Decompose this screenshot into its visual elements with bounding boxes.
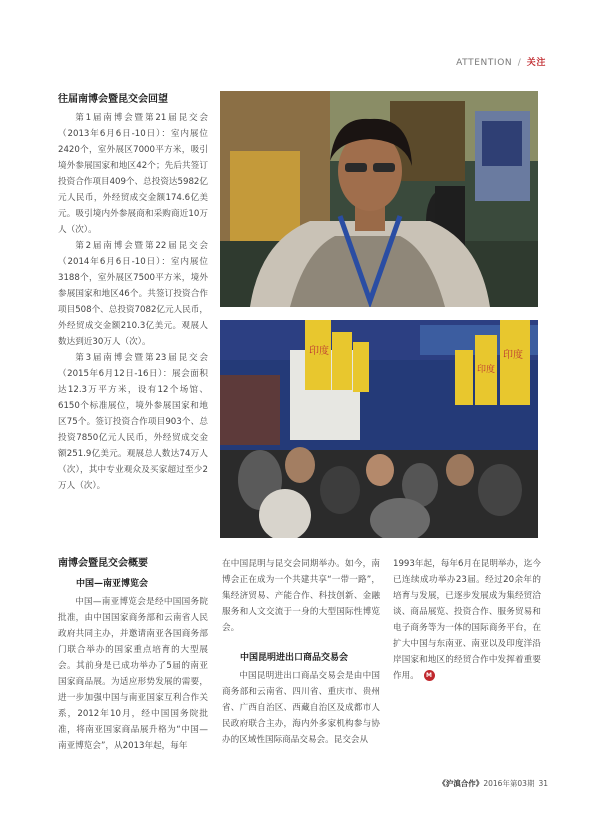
kunming-fair-subheading: 中国昆明进出口商品交易会 [240, 653, 349, 663]
section-header-separator: / [517, 58, 522, 68]
footer-publication: 《沪滇合作》 [438, 779, 484, 788]
history-column [58, 92, 208, 494]
india-sign-text-2: 印度 [503, 350, 523, 361]
footer-page-number: 31 [538, 779, 548, 788]
south-asia-expo-subheading: 中国—南亚博览会 [76, 579, 149, 589]
south-asia-expo-continued: 在中国昆明与昆交会同期举办。如今，南博会正在成为一个共建共享“一带一路”，集经济贸易、产能合作、科技创新、金融服务和人文交流于一身的大型国际性博览会。 [222, 559, 380, 633]
overview-heading: 南博会暨昆交会概要 [58, 558, 148, 569]
portrait-illustration [220, 91, 538, 307]
history-para-2: 第2届南博会暨第22届昆交会（2014年6月6日-10日）：室内展位3188个，室外展区7500平方米，境外参展国家和地区46个。共签订投资合作项目508个、总投资7082亿元人民币，外经贸成交金额210.3亿美元。观展人数达到近30万人（次）。 [58, 241, 208, 347]
overview-column [58, 556, 208, 754]
history-heading: 往届南博会暨昆交会回望 [58, 94, 168, 105]
section-header-cn: 关注 [526, 58, 546, 68]
photo-visitor-portrait [220, 91, 538, 307]
page-footer [438, 778, 548, 789]
overview-column-2 [222, 556, 380, 748]
section-header-en: ATTENTION [456, 58, 513, 68]
kunming-fair-continued: 1993年起，每年6月在昆明举办，迄今已连续成功举办23届。经过20余年的培育与发展，已逐步发展成为集经贸洽谈、商品展览、投资合作、服务贸易和电子商务等为一体的国际商务平台，在扩大中国与东南亚、南亚以及印度洋沿岸国家和地区的经贸合作中发挥着重要作用。 [393, 559, 541, 681]
india-sign-text-1: 印度 [309, 346, 329, 357]
kunming-fair-para: 中国昆明进出口商品交易会是由中国商务部和云南省、四川省、重庆市、贵州省、广西自治区、西藏自治区及成都市人民政府联合主办，海内外多家机构参与协办的区域性国际商品交易会。昆交会从 [222, 671, 380, 745]
photo-expo-crowd [220, 320, 538, 538]
overview-column-3 [393, 556, 541, 684]
india-sign-text-3: 印度 [477, 365, 496, 375]
section-header [456, 55, 546, 68]
history-para-3: 第3届南博会暨第23届昆交会（2015年6月12日-16日）：展会面积达12.3万平方米，设有12个场馆、6150个标准展位，境外参展国家和地区75个。签订投资合作项目903个、总投资7850亿元人民币，外经贸成交金额251.9亿美元。观展总人数达74万人（次），其中专业观众及买家超过至少2万人（次）。 [58, 353, 208, 491]
south-asia-expo-para: 中国—南亚博览会是经中国国务院批准，由中国国家商务部和云南省人民政府共同主办，并邀请南亚各国商务部门联合举办的国家重点培育的大型展会。其前身是已成功举办了5届的南亚国家商品展。为适应形势发展的需要，进一步加强中国与南亚国家互利合作关系，2012年10月，经中国国务院批准，将南亚国家商品展升格为“中国—南亚博览会”，从2013年起，每年 [58, 597, 208, 751]
footer-issue: 2016年第03期 [483, 779, 535, 788]
history-para-1: 第1届南博会暨第21届昆交会（2013年6月6日-10日）：室内展位2420个，室外展区7000平方米，吸引境外参展国家和地区42个；先后共签订投资合作项目409个、总投资达5982亿元人民币，外经贸成交金额174.6亿美元。吸引境内外参展商和采购商近10万人（次）。 [58, 113, 208, 235]
article-end-icon: M [424, 670, 435, 681]
crowd-illustration [220, 320, 538, 538]
